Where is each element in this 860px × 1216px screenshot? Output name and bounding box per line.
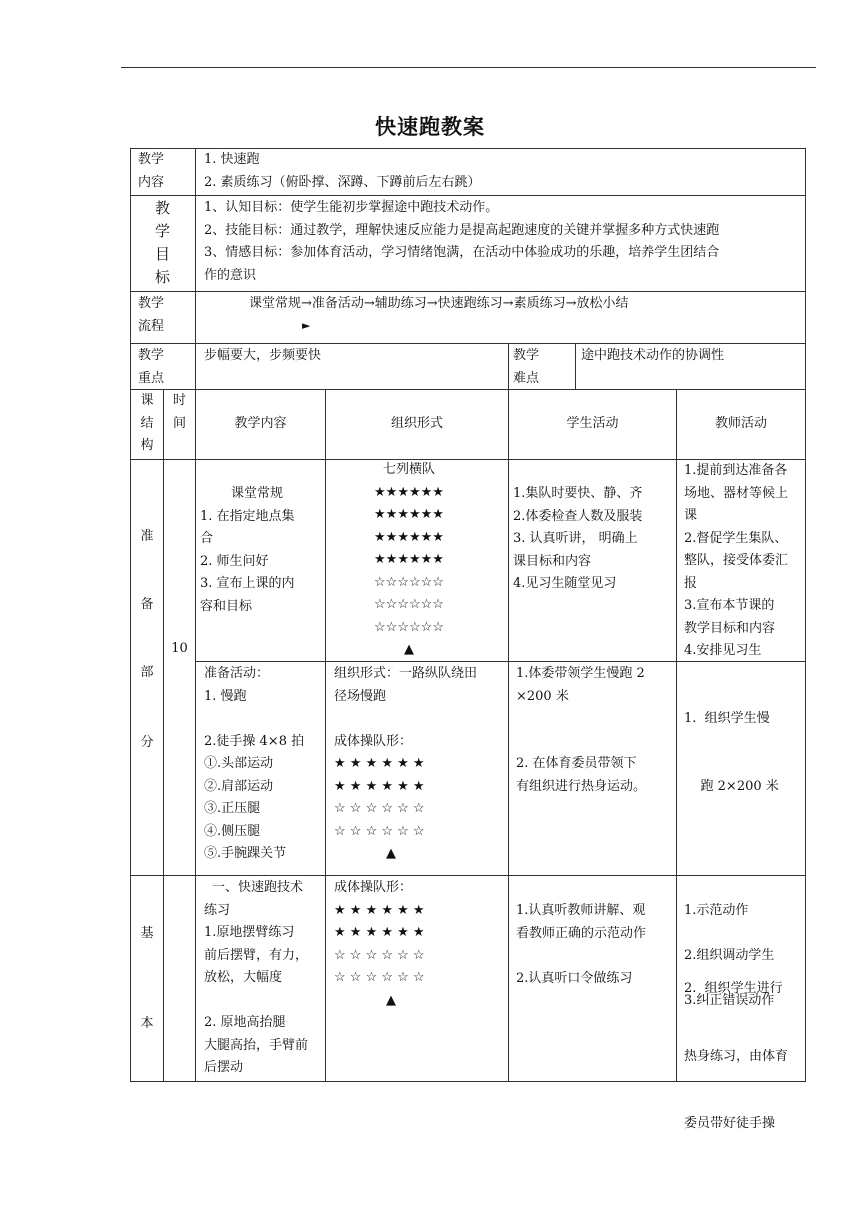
- prep-row1-teacher: 1.提前到达准备各 场地、器材等候上 课 2.督促学生集队、 整队，接受体委汇 报 3.宣布本节课的 教学目标和内容 4.安排见习生: [684, 463, 789, 658]
- header-rule: [121, 67, 816, 68]
- column-divider: [163, 389, 164, 1082]
- section-label-prep: 分: [140, 735, 154, 750]
- goal-line: 2、技能目标：通过教学，理解快速反应能力是提高起跑速度的关键并掌握多种方式快速跑: [204, 222, 720, 238]
- formation-row: ★★★★★★: [374, 552, 444, 567]
- teaching-content-label: 教学 内容: [138, 152, 165, 190]
- prep-row1-formation: 七列横队 ★★★★★★ ★★★★★★ ★★★★★★ ★★★★★★ ☆☆☆☆☆☆ ☆☆☆☆☆☆ ☆☆☆☆☆☆ ▲: [326, 459, 492, 662]
- basic-teacher: 1.示范动作 2.组织调动学生 3.纠正错误动作: [684, 903, 775, 1008]
- flow-arrow-icon: ►: [302, 319, 311, 332]
- difficulty-text: 途中跑技术动作的协调性: [581, 348, 725, 363]
- difficulty-label: 教学 难点: [513, 348, 540, 386]
- header-content: 教学内容: [234, 416, 287, 431]
- section-label-prep: 备: [140, 597, 154, 612]
- goal-line: 3、情感目标：参加体育活动，学习情绪饱满，在活动中体验成功的乐趣，培养学生团结合: [204, 245, 720, 260]
- basic-student: 1.认真听教师讲解、观 看教师正确的示范动作 2.认真听口令做练习: [516, 903, 647, 986]
- teaching-content-items: [204, 149, 804, 194]
- formation-row: ☆ ☆ ☆ ☆ ☆ ☆: [334, 947, 425, 963]
- column-divider: [676, 389, 677, 1082]
- formation-row: ☆☆☆☆☆☆: [374, 574, 444, 590]
- page-title: 快速跑教案: [375, 114, 485, 139]
- column-divider: [508, 389, 509, 1082]
- row-divider: [130, 195, 806, 196]
- formation-row: ★★★★★★: [374, 529, 444, 545]
- header-structure: 课 结 构: [140, 393, 154, 453]
- column-divider: [508, 343, 509, 389]
- formation-row: ★ ★ ★ ★ ★ ★: [334, 902, 425, 918]
- section-label-prep: 准: [140, 529, 154, 544]
- header-student: 学生活动: [566, 416, 619, 431]
- formation-row: ☆ ☆ ☆ ☆ ☆ ☆: [334, 970, 425, 985]
- header-teacher: 教师活动: [714, 416, 767, 431]
- section-label-prep: 部: [140, 665, 154, 680]
- teaching-goals-label: 教 学 目 标: [154, 199, 170, 286]
- content-item: 1. 快速跑: [204, 152, 260, 167]
- prep-row1-content: 课堂常规 1. 在指定地点集 合 2. 师生问好 3. 宣布上课的内 容和目标: [200, 486, 295, 614]
- key-points-label: 教学 重点: [138, 348, 165, 386]
- goal-line: 1、认知目标：使学生能初步掌握途中跑技术动作。: [204, 200, 499, 215]
- formation-row: ☆☆☆☆☆☆: [374, 597, 444, 612]
- section-label-basic: 基: [140, 926, 154, 941]
- section-label-basic: 本: [140, 1016, 154, 1031]
- prep-row1-student: 1.集队时要快、静、齐 2.体委检查人数及服装 3. 认真听讲， 明确上 课目标和内容 4.见习生随堂见习: [513, 486, 643, 591]
- teaching-flow-text: 课堂常规→准备活动→辅助练习→快速跑练习→素质练习→放松小结: [249, 296, 629, 311]
- teacher-position-icon: ▲: [386, 846, 396, 861]
- basic-content: 一、快速跑技术 练习 1.原地摆臂练习 前后摆臂，有力， 放松，大幅度 2. 原地高抬腿 大腿高抬，手臂前 后摆动: [204, 880, 309, 1075]
- formation-row: ★ ★ ★ ★ ★ ★: [334, 756, 425, 771]
- teaching-goals-text: [204, 197, 806, 287]
- teacher-position-icon: ▲: [404, 642, 414, 657]
- header-time: 时 间: [172, 393, 186, 431]
- row-divider: [130, 291, 806, 292]
- formation-row: ☆ ☆ ☆ ☆ ☆ ☆: [334, 823, 425, 839]
- formation-row: ☆ ☆ ☆ ☆ ☆ ☆: [334, 801, 425, 816]
- prep-row2-content: 准备活动： 1. 慢跑 2.徒手操 4×8 拍 ①.头部运动 ②.肩部运动 ③.正压腿 ④.侧压腿 ⑤.手腕踝关节: [204, 666, 305, 861]
- teaching-flow-label: 教学 流程: [138, 296, 165, 334]
- prep-row2-organization: 组织形式：一路纵队绕田 径场慢跑 成体操队形： ★ ★ ★ ★ ★ ★ ★ ★ ★ ★ ★ ★ ☆ ☆ ☆ ☆ ☆ ☆ ☆ ☆ ☆ ☆ ☆ ☆ ▲: [334, 663, 506, 866]
- content-item: 2. 素质练习（俯卧撑、深蹲、下蹲前后左右跳）: [204, 174, 481, 190]
- formation-row: ★ ★ ★ ★ ★ ★: [334, 925, 425, 940]
- key-points-text: 步幅要大，步频要快: [204, 348, 322, 363]
- formation-row: ★ ★ ★ ★ ★ ★: [334, 778, 425, 794]
- column-divider: [575, 343, 576, 389]
- formation-row: ★★★★★★: [374, 484, 444, 500]
- basic-organization: 成体操队形： ★ ★ ★ ★ ★ ★ ★ ★ ★ ★ ★ ★ ☆ ☆ ☆ ☆ ☆ ☆ ☆ ☆ ☆ ☆ ☆ ☆ ▲: [334, 877, 506, 1012]
- teacher-position-icon: ▲: [386, 992, 396, 1008]
- row-divider: [130, 343, 806, 344]
- header-organization: 组织形式: [390, 416, 443, 431]
- prep-row2-student: 1.体委带领学生慢跑 2 ×200 米 2. 在体育委员带领下 有组织进行热身运动。: [516, 666, 647, 794]
- row-divider: [130, 389, 806, 390]
- prep-row2-teacher: 1. 组织学生慢 跑 2×200 米 2. 组织学生进行 热身练习，由体育 委员带好徒手操: [684, 711, 789, 1131]
- goal-line: 作的意识: [204, 267, 257, 283]
- column-divider: [195, 389, 196, 1082]
- prep-time: 10: [171, 641, 188, 656]
- column-divider: [195, 148, 196, 389]
- formation-row: ☆☆☆☆☆☆: [374, 619, 444, 635]
- formation-row: ★★★★★★: [374, 507, 444, 522]
